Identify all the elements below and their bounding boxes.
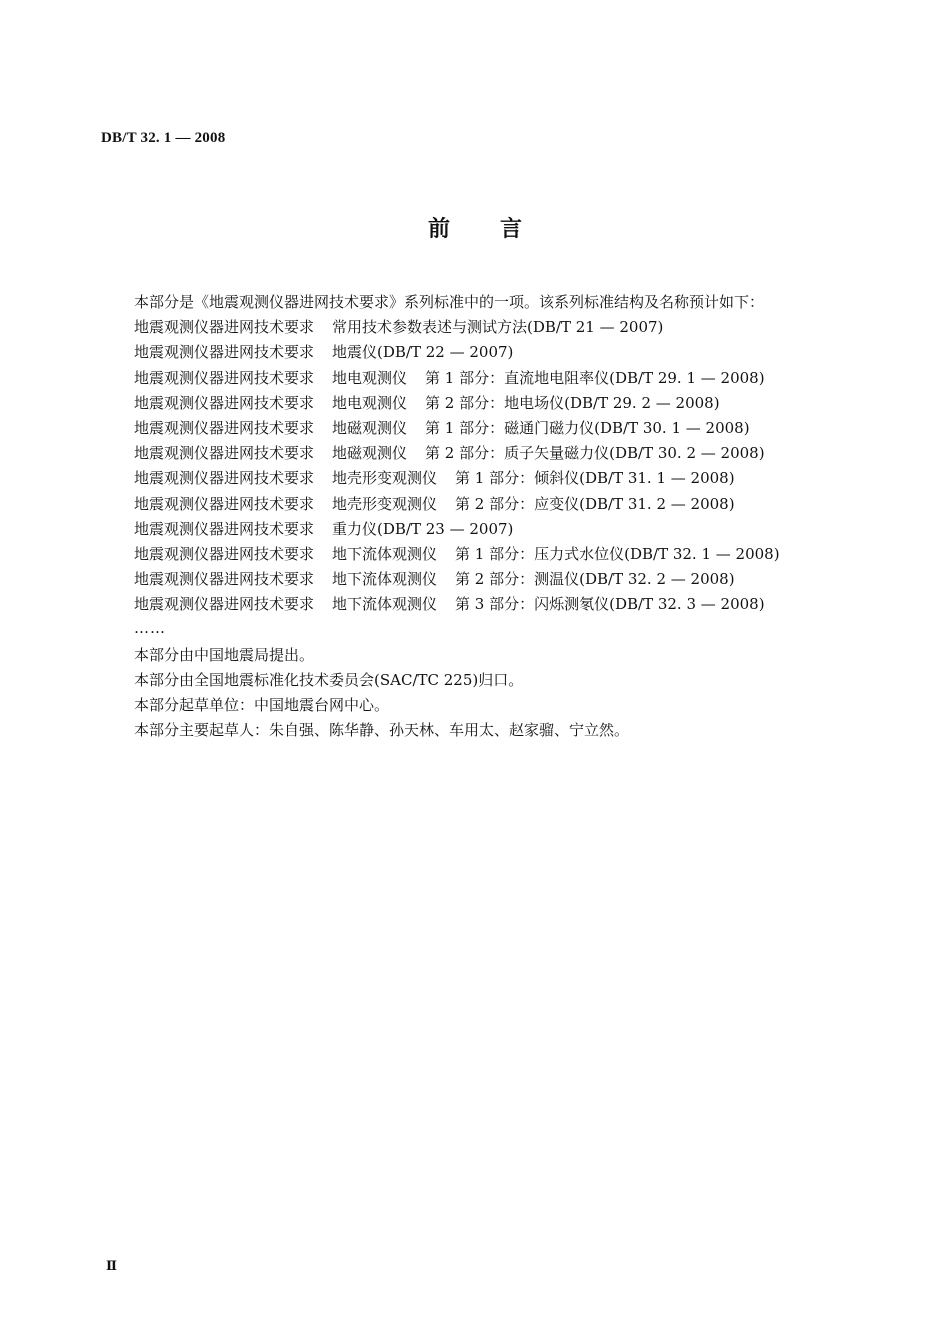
series-main-title: 地震观测仪器进网技术要求: [134, 318, 315, 337]
series-item: [134, 517, 854, 542]
series-item: [134, 542, 854, 567]
series-main-title: 地震观测仪器进网技术要求: [134, 595, 315, 614]
proposed-by-statement: 本部分由中国地震局提出。: [134, 645, 315, 664]
ellipsis: ……: [134, 618, 166, 637]
series-item: [134, 340, 854, 365]
series-main-title: 地震观测仪器进网技术要求: [134, 545, 315, 564]
series-sub-title: 常用技术参数表述与测试方法(DB/T 21 — 2007): [332, 318, 664, 337]
series-sub-title: 地下流体观测仪: [332, 570, 438, 589]
centralized-by-statement: 本部分由全国地震标准化技术委员会(SAC/TC 225)归口。: [134, 671, 524, 690]
page-title: [0, 212, 950, 243]
series-sub-title: 地壳形变观测仪: [332, 494, 438, 513]
series-main-title: 地震观测仪器进网技术要求: [134, 570, 315, 589]
series-part-title: 第 2 部分：测温仪(DB/T 32. 2 — 2008): [455, 570, 735, 589]
series-part-title: 第 1 部分：压力式水位仪(DB/T 32. 1 — 2008): [455, 545, 780, 564]
series-sub-title: 地壳形变观测仪: [332, 469, 438, 488]
series-item: [134, 416, 854, 441]
series-sub-title: 地电观测仪: [332, 368, 408, 387]
series-part-title: 第 2 部分：应变仪(DB/T 31. 2 — 2008): [455, 494, 735, 513]
series-item: [134, 592, 854, 617]
series-part-title: 第 2 部分：质子矢量磁力仪(DB/T 30. 2 — 2008): [425, 444, 765, 463]
series-item: [134, 441, 854, 466]
series-item: [134, 492, 854, 517]
series-main-title: 地震观测仪器进网技术要求: [134, 393, 315, 412]
series-item: [134, 366, 854, 391]
series-main-title: 地震观测仪器进网技术要求: [134, 494, 315, 513]
series-part-title: 第 1 部分：倾斜仪(DB/T 31. 1 — 2008): [455, 469, 735, 488]
series-item: [134, 315, 854, 340]
series-sub-title: 重力仪(DB/T 23 — 2007): [332, 519, 514, 538]
series-main-title: 地震观测仪器进网技术要求: [134, 519, 315, 538]
series-item: [134, 466, 854, 491]
drafting-unit-statement: 本部分起草单位：中国地震台网中心。: [134, 696, 390, 715]
series-sub-title: 地磁观测仪: [332, 419, 408, 438]
standard-code: DB/T 32. 1 — 2008: [101, 130, 226, 146]
series-sub-title: 地震仪(DB/T 22 — 2007): [332, 343, 514, 362]
series-item: [134, 567, 854, 592]
series-part-title: 第 1 部分：直流地电阻率仪(DB/T 29. 1 — 2008): [425, 368, 765, 387]
page-number: Ⅱ: [106, 1258, 117, 1273]
series-list: [134, 315, 854, 617]
series-main-title: 地震观测仪器进网技术要求: [134, 444, 315, 463]
series-main-title: 地震观测仪器进网技术要求: [134, 343, 315, 362]
series-item: [134, 391, 854, 416]
series-part-title: 第 1 部分：磁通门磁力仪(DB/T 30. 1 — 2008): [425, 419, 750, 438]
series-part-title: 第 2 部分：地电场仪(DB/T 29. 2 — 2008): [425, 393, 720, 412]
series-sub-title: 地下流体观测仪: [332, 595, 438, 614]
series-sub-title: 地磁观测仪: [332, 444, 408, 463]
title-char-2: 言: [500, 217, 523, 242]
series-sub-title: 地下流体观测仪: [332, 545, 438, 564]
title-char-1: 前: [427, 217, 450, 242]
series-main-title: 地震观测仪器进网技术要求: [134, 419, 315, 438]
series-part-title: 第 3 部分：闪烁测氡仪(DB/T 32. 3 — 2008): [455, 595, 765, 614]
drafters-statement: 本部分主要起草人：朱自强、陈华静、孙天林、车用太、赵家骝、宁立然。: [134, 721, 630, 740]
series-main-title: 地震观测仪器进网技术要求: [134, 368, 315, 387]
series-sub-title: 地电观测仪: [332, 393, 408, 412]
foreword-body: [134, 290, 854, 744]
intro-paragraph: 本部分是《地震观测仪器进网技术要求》系列标准中的一项。该系列标准结构及名称预计如下：: [134, 293, 765, 311]
series-main-title: 地震观测仪器进网技术要求: [134, 469, 315, 488]
